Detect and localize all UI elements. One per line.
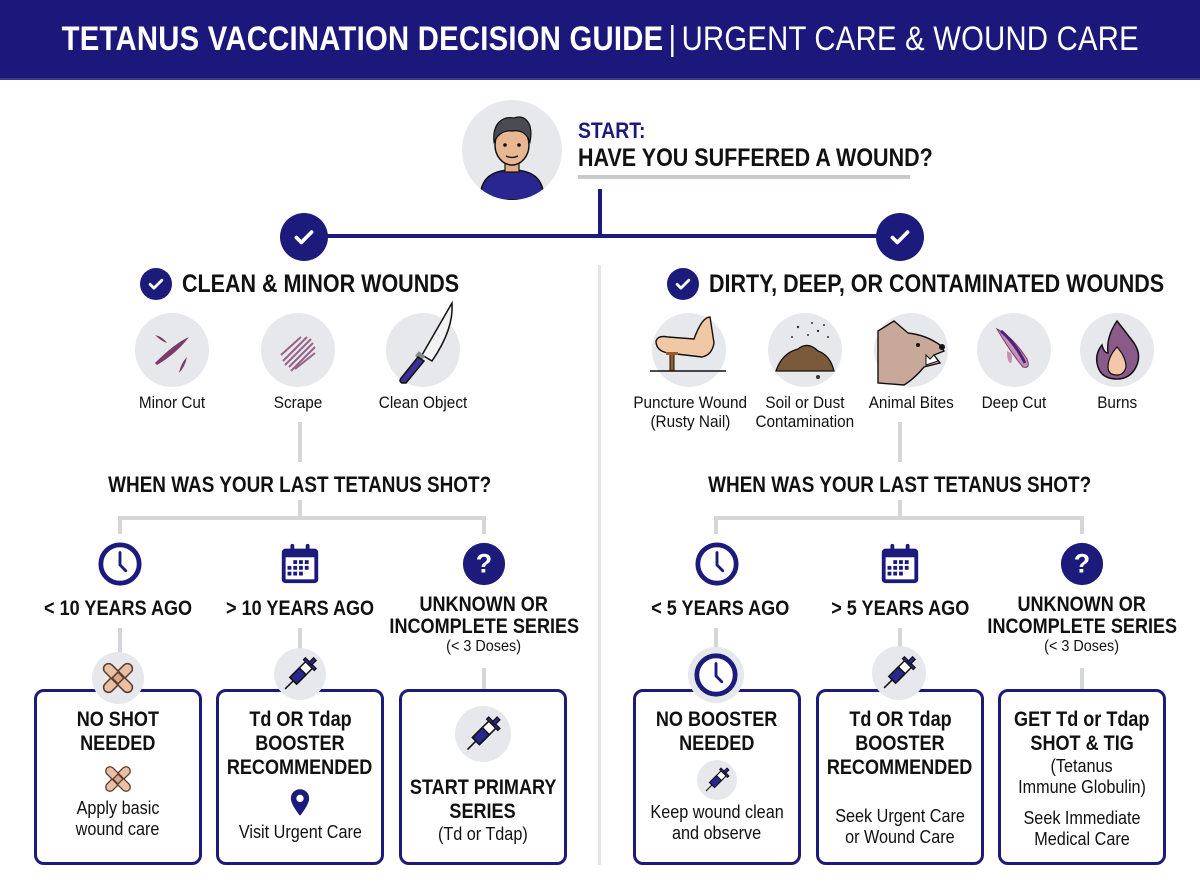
right-option-stem-1 [714, 516, 718, 534]
syringe-icon [455, 706, 511, 762]
left-option-stem-3 [482, 516, 486, 534]
outcome-title: NO BOOSTER [656, 708, 778, 731]
branch-connector [300, 234, 900, 238]
outcome-title: BOOSTER [855, 732, 945, 755]
start-underline [578, 175, 910, 179]
outcome-title: Td OR Tdap [248, 708, 352, 731]
right-question-connector [898, 422, 902, 462]
outcome-box-no-booster [633, 689, 801, 865]
title-separator: | [668, 19, 677, 58]
wound-label-line: Soil or Dust [765, 393, 845, 412]
outcome-title: NO SHOT [76, 708, 160, 731]
outcome-title: SERIES [449, 800, 517, 823]
knife-icon [386, 313, 460, 387]
right-outcome-stem-3 [1080, 668, 1084, 690]
outcome-paren: (Tetanus [1050, 756, 1114, 776]
outcome-text: Visit Urgent Care [238, 822, 362, 842]
outcome-title: Td OR Tdap [848, 708, 952, 731]
left-option-unknown [384, 594, 584, 656]
wound-label-burns: Burns [1097, 393, 1137, 412]
calendar-icon [277, 541, 323, 592]
soil-icon [768, 313, 842, 387]
bandage-icon [37, 762, 199, 796]
left-branch-check-icon [280, 213, 328, 261]
outcome-title: RECOMMENDED [227, 756, 373, 779]
minor-cut-icon [135, 313, 209, 387]
start-connector [598, 189, 602, 236]
left-option-over-10: > 10 YEARS AGO [225, 597, 375, 620]
outcome-box-booster-right [816, 689, 984, 865]
option-label-line: UNKNOWN OR [1017, 593, 1147, 616]
wound-label-minor-cut: Minor Cut [138, 393, 206, 412]
page-title [61, 20, 1138, 59]
left-option-under-10: < 10 YEARS AGO [43, 597, 193, 620]
location-pin-icon [219, 788, 381, 818]
clock-icon [97, 541, 143, 592]
left-question: WHEN WAS YOUR LAST TETANUS SHOT? [108, 472, 492, 497]
outcome-title: START PRIMARY [409, 776, 557, 799]
option-label-line: INCOMPLETE SERIES [389, 615, 579, 638]
outcome-text: Seek Urgent Care [835, 806, 965, 826]
right-section-check-icon [667, 268, 699, 300]
center-divider [598, 265, 601, 865]
scrape-icon [261, 313, 335, 387]
wound-label-clean-object: Clean Object [378, 393, 468, 412]
question-icon [461, 541, 507, 592]
outcome-box-primary-series [399, 689, 567, 865]
outcome-text: Medical Care [1034, 829, 1130, 849]
flame-icon [1080, 313, 1154, 387]
syringe-icon [872, 646, 926, 700]
right-section-title: DIRTY, DEEP, OR CONTAMINATED WOUNDS [709, 270, 1165, 298]
right-branch-check-icon [876, 213, 924, 261]
left-options-bar [118, 516, 486, 520]
option-label-line: UNKNOWN OR [419, 593, 549, 616]
outcome-text: Keep wound clean [650, 802, 784, 822]
outcome-title: NEEDED [679, 732, 755, 755]
clock-icon [694, 541, 740, 592]
outcome-title: GET Td or Tdap [1014, 708, 1150, 731]
outcome-text: Seek Immediate [1023, 808, 1141, 828]
clock-icon [688, 647, 744, 703]
outcome-text: (Td or Tdap) [438, 824, 528, 844]
left-option-stem-1 [118, 516, 122, 534]
right-question: WHEN WAS YOUR LAST TETANUS SHOT? [708, 472, 1092, 497]
outcome-text: or Wound Care [845, 827, 955, 847]
option-label-line: INCOMPLETE SERIES [987, 615, 1177, 638]
calendar-icon [877, 541, 923, 592]
outcome-text: Apply basic [76, 798, 160, 818]
outcome-text: and observe [672, 823, 762, 843]
title-main: TETANUS VACCINATION DECISION GUIDE [61, 19, 664, 58]
person-avatar-icon [462, 100, 562, 200]
wound-label-scrape: Scrape [273, 393, 323, 412]
wound-label-deep-cut: Deep Cut [981, 393, 1047, 412]
wound-label-animal-bites: Animal Bites [868, 393, 954, 412]
outcome-text: wound care [76, 819, 160, 839]
title-subtitle: URGENT CARE & WOUND CARE [681, 19, 1139, 58]
syringe-icon [274, 648, 326, 700]
right-option-unknown [982, 594, 1182, 656]
option-sub: (< 3 Doses) [1044, 638, 1120, 655]
right-option-over-5: > 5 YEARS AGO [830, 597, 970, 620]
right-option-under-5: < 5 YEARS AGO [650, 597, 790, 620]
foot-nail-icon [652, 313, 726, 387]
outcome-box-shot-and-tig [998, 689, 1166, 865]
dog-icon [874, 313, 948, 387]
header-banner [0, 0, 1200, 80]
outcome-box-no-shot [34, 689, 202, 865]
right-option-stem-3 [1080, 516, 1084, 534]
wound-label-line: Puncture Wound [633, 393, 747, 412]
question-icon [1059, 541, 1105, 592]
deep-cut-icon [977, 313, 1051, 387]
bandage-icon [92, 652, 144, 704]
left-question-connector [298, 422, 302, 462]
wound-label-line: Contamination [755, 412, 855, 431]
left-section-title: CLEAN & MINOR WOUNDS [182, 270, 460, 298]
left-section-check-icon [140, 268, 172, 300]
outcome-paren: Immune Globulin) [1018, 777, 1146, 797]
outcome-box-booster-left [216, 689, 384, 865]
right-options-bar [714, 516, 1084, 520]
option-sub: (< 3 Doses) [446, 638, 522, 655]
left-outcome-stem-3 [482, 668, 486, 690]
start-label: START: [578, 118, 646, 143]
start-question: HAVE YOU SUFFERED A WOUND? [578, 144, 933, 172]
syringe-icon [697, 760, 737, 800]
outcome-title: SHOT & TIG [1030, 732, 1134, 755]
outcome-title: NEEDED [80, 732, 156, 755]
outcome-title: BOOSTER [255, 732, 345, 755]
wound-label-line: (Rusty Nail) [650, 412, 730, 431]
outcome-title: RECOMMENDED [827, 756, 973, 779]
